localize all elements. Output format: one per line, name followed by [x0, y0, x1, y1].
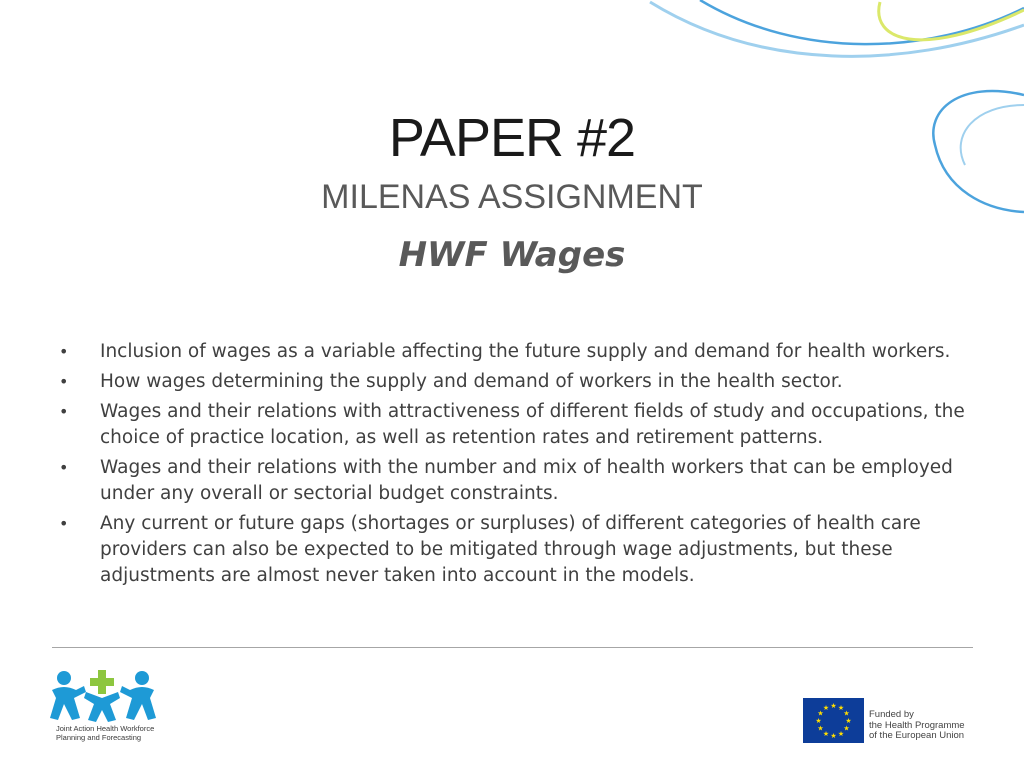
bullet-marker: •: [59, 402, 69, 421]
eu-flag-icon: [803, 698, 864, 743]
list-item: [52, 339, 982, 365]
list-item: [52, 511, 982, 589]
bullet-marker: •: [59, 372, 69, 391]
bullet-marker: •: [59, 458, 69, 477]
svg-text:★: ★: [843, 724, 850, 733]
logo-text-line: Planning and Forecasting: [56, 733, 142, 742]
svg-text:★: ★: [822, 704, 830, 712]
svg-text:★: ★: [843, 709, 850, 718]
bullet-list: [52, 339, 982, 593]
eu-text-line: of the European Union: [869, 730, 965, 741]
svg-text:★: ★: [817, 709, 824, 718]
joint-action-logo-text: [50, 724, 166, 742]
slide-topic: HWF Wages: [398, 235, 626, 275]
svg-text:★: ★: [822, 730, 830, 738]
bullet-text: How wages determining the supply and demand of workers in the health sector.: [100, 371, 843, 392]
list-item: [52, 369, 982, 395]
bullet-text: Any current or future gaps (shortages or surpluses) of different categories of health care providers can also be expected to be mitigated through wage adjustments, but these adjustments are almost never taken into account in the models.: [100, 513, 921, 586]
bullet-text: Inclusion of wages as a variable affecting the future supply and demand for health workers.: [100, 341, 951, 362]
svg-text:★: ★: [830, 702, 837, 710]
footer-divider: [52, 647, 973, 648]
eu-text-line: the Health Programme: [869, 719, 965, 731]
eu-funding-text: [869, 710, 979, 742]
eu-text-line: Funded by: [869, 709, 914, 720]
eu-funding-badge: [803, 698, 978, 744]
bullet-marker: •: [59, 514, 69, 533]
joint-action-logo: [50, 668, 160, 746]
title-block: [0, 105, 1024, 277]
bullet-text: Wages and their relations with the number and mix of health workers that can be employed under any overall or sectorial budget constraints.: [100, 457, 953, 504]
joint-action-figures-icon: [50, 668, 160, 724]
list-item: [52, 455, 982, 507]
svg-text:★: ★: [817, 724, 824, 733]
svg-text:★: ★: [837, 730, 845, 738]
svg-text:★: ★: [815, 717, 822, 725]
svg-text:★: ★: [830, 732, 837, 740]
bullet-text: Wages and their relations with attractiveness of different fields of study and occupations, the choice of practice location, as well as retention rates and retirement patterns.: [100, 401, 965, 448]
list-item: [52, 399, 982, 451]
slide-title: PAPER #2: [388, 108, 636, 168]
svg-text:★: ★: [837, 704, 845, 712]
bullet-marker: •: [59, 342, 69, 361]
slide-subtitle: MILENAS ASSIGNMENT: [321, 178, 703, 216]
svg-text:★: ★: [845, 717, 852, 725]
logo-text-line: Joint Action Health Workforce: [56, 724, 155, 733]
